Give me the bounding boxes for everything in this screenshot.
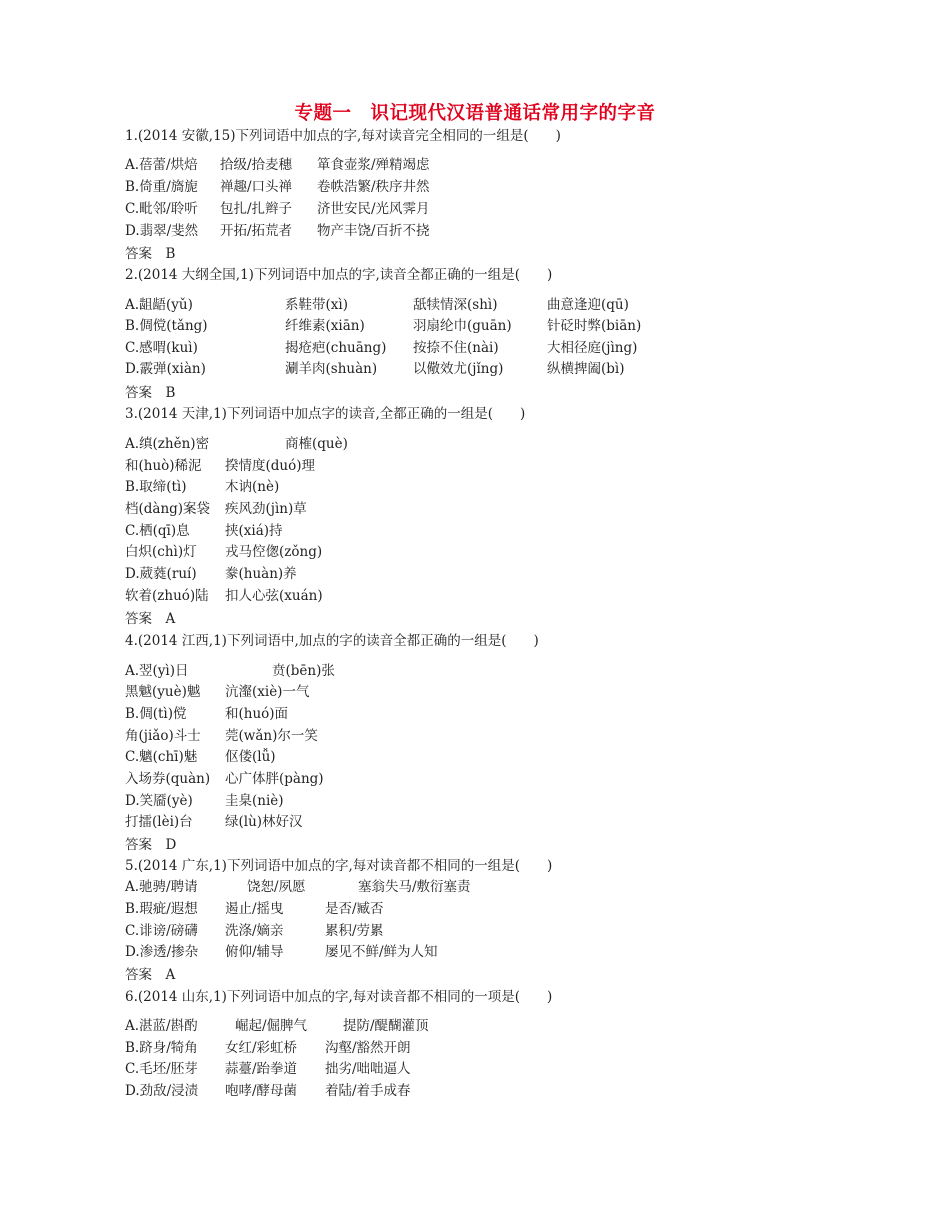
- option-item: D.霰弹(xiàn): [125, 361, 206, 377]
- question-stem: 4.(2014 江西,1)下列词语中,加点的字的读音全都正确的一组是( ): [125, 633, 539, 649]
- question-stem: 3.(2014 天津,1)下列词语中加点字的读音,全都正确的一组是( ): [125, 406, 526, 422]
- option-item: D.翡翠/斐然: [125, 223, 199, 239]
- option-item: 伛偻(lǚ): [225, 749, 276, 765]
- option-item: 黑魆(yuè)魆: [125, 684, 201, 700]
- option-item: 咆哮/酵母菌: [225, 1083, 298, 1099]
- answer-line: 答案 A: [125, 967, 176, 983]
- option-item: 包扎/扎辫子: [220, 201, 293, 217]
- option-item: 大相径庭(jìng): [547, 340, 638, 356]
- option-item: 疾风劲(jìn)草: [225, 501, 307, 517]
- option-item: 档(dàng)案袋: [125, 501, 211, 517]
- option-item: 和(huò)稀泥: [125, 458, 202, 474]
- option-item: 女红/彩虹桥: [225, 1040, 298, 1056]
- option-item: D.葳蕤(ruí): [125, 566, 197, 582]
- option-item: 和(huó)面: [225, 706, 289, 722]
- option-item: 以儆效尤(jǐng): [413, 361, 504, 377]
- option-item: 饶恕/夙愿: [247, 879, 306, 895]
- option-item: 圭臬(niè): [225, 793, 284, 809]
- option-item: B.跻身/犄角: [125, 1040, 198, 1056]
- option-item: 卷帙浩繁/秩序井然: [317, 179, 430, 195]
- option-item: 白炽(chì)灯: [125, 544, 197, 560]
- option-item: 戎马倥偬(zǒng): [225, 544, 323, 560]
- option-item: 木讷(nè): [225, 479, 280, 495]
- option-item: 沟壑/豁然开朗: [325, 1040, 411, 1056]
- option-item: 曲意逢迎(qū): [547, 297, 629, 313]
- option-item: 箪食壶浆/殚精竭虑: [317, 157, 430, 173]
- option-item: 打擂(lèi)台: [125, 814, 193, 830]
- option-item: 按捺不住(nài): [413, 340, 499, 356]
- option-item: C.栖(qī)息: [125, 523, 190, 539]
- option-item: 提防/醍醐灌顶: [343, 1018, 429, 1034]
- option-item: 塞翁失马/敷衍塞责: [358, 879, 471, 895]
- option-item: B.倜傥(tǎng): [125, 318, 208, 334]
- option-item: A.湛蓝/斟酌: [125, 1018, 198, 1034]
- option-item: A.缜(zhěn)密: [125, 436, 210, 452]
- option-item: 物产丰饶/百折不挠: [317, 223, 430, 239]
- answer-line: 答案 A: [125, 611, 176, 627]
- option-item: B.倚重/旖旎: [125, 179, 198, 195]
- option-item: 莞(wǎn)尔一笑: [225, 728, 318, 744]
- option-item: 揆情度(duó)理: [225, 458, 315, 474]
- option-item: 洗涤/嫡亲: [225, 923, 284, 939]
- option-item: 蒜薹/跆拳道: [225, 1061, 298, 1077]
- option-item: C.魑(chī)魅: [125, 749, 198, 765]
- option-item: 涮羊肉(shuàn): [285, 361, 378, 377]
- option-item: 商榷(què): [285, 436, 348, 452]
- option-item: 绿(lù)林好汉: [225, 814, 303, 830]
- option-item: 心广体胖(pàng): [225, 771, 324, 787]
- option-item: 拾级/拾麦穗: [220, 157, 293, 173]
- option-item: 纤维素(xiān): [285, 318, 365, 334]
- option-item: 开拓/拓荒者: [220, 223, 293, 239]
- option-item: 贲(bēn)张: [272, 663, 335, 679]
- option-item: 系鞋带(xì): [285, 297, 348, 313]
- option-item: B.倜(tì)傥: [125, 706, 187, 722]
- option-item: 揭疮疤(chuāng): [285, 340, 387, 356]
- option-item: B.取缔(tì): [125, 479, 187, 495]
- option-item: 纵横捭阖(bì): [547, 361, 625, 377]
- option-item: 拙劣/咄咄逼人: [325, 1061, 411, 1077]
- question-stem: 5.(2014 广东,1)下列词语中加点的字,每对读音都不相同的一组是( ): [125, 858, 553, 874]
- answer-line: 答案 D: [125, 837, 177, 853]
- option-item: 崛起/倔脾气: [235, 1018, 308, 1034]
- option-item: A.驰骋/聘请: [125, 879, 198, 895]
- page-title: 专题一 识记现代汉语普通话常用字的字音: [294, 103, 656, 124]
- option-item: 济世安民/光风霁月: [317, 201, 430, 217]
- option-item: A.翌(yì)日: [125, 663, 189, 679]
- option-item: 是否/臧否: [325, 901, 384, 917]
- answer-line: 答案 B: [125, 385, 176, 401]
- option-item: D.笑靥(yè): [125, 793, 193, 809]
- option-item: C.感喟(kuì): [125, 340, 198, 356]
- option-item: 屡见不鲜/鲜为人知: [325, 944, 438, 960]
- option-item: D.渗透/掺杂: [125, 944, 199, 960]
- option-item: C.诽谤/磅礴: [125, 923, 198, 939]
- option-item: 豢(huàn)养: [225, 566, 297, 582]
- option-item: 沆瀣(xiè)一气: [225, 684, 310, 700]
- option-item: 羽扇纶巾(guān): [413, 318, 512, 334]
- option-item: 挟(xiá)持: [225, 523, 283, 539]
- option-item: C.毛坯/胚芽: [125, 1061, 198, 1077]
- option-item: 俯仰/辅导: [225, 944, 284, 960]
- option-item: 软着(zhuó)陆: [125, 588, 209, 604]
- option-item: 遏止/摇曳: [225, 901, 284, 917]
- option-item: 禅趣/口头禅: [220, 179, 293, 195]
- option-item: A.蓓蕾/烘焙: [125, 157, 198, 173]
- option-item: 舐犊情深(shì): [413, 297, 498, 313]
- option-item: 入场券(quàn): [125, 771, 211, 787]
- answer-line: 答案 B: [125, 246, 176, 262]
- option-item: 累积/劳累: [325, 923, 384, 939]
- question-stem: 6.(2014 山东,1)下列词语中加点的字,每对读音都不相同的一项是( ): [125, 989, 553, 1005]
- option-item: 着陆/着手成春: [325, 1083, 411, 1099]
- option-item: 扣人心弦(xuán): [225, 588, 323, 604]
- question-stem: 2.(2014 大纲全国,1)下列词语中加点的字,读音全都正确的一组是( ): [125, 267, 553, 283]
- option-item: D.劲敌/浸渍: [125, 1083, 199, 1099]
- question-stem: 1.(2014 安徽,15)下列词语中加点的字,每对读音完全相同的一组是( ): [125, 128, 561, 144]
- option-item: 角(jiǎo)斗士: [125, 728, 201, 744]
- option-item: B.瑕疵/遐想: [125, 901, 198, 917]
- option-item: A.龃龉(yǔ): [125, 297, 193, 313]
- option-item: 针砭时弊(biān): [547, 318, 642, 334]
- option-item: C.毗邻/聆听: [125, 201, 198, 217]
